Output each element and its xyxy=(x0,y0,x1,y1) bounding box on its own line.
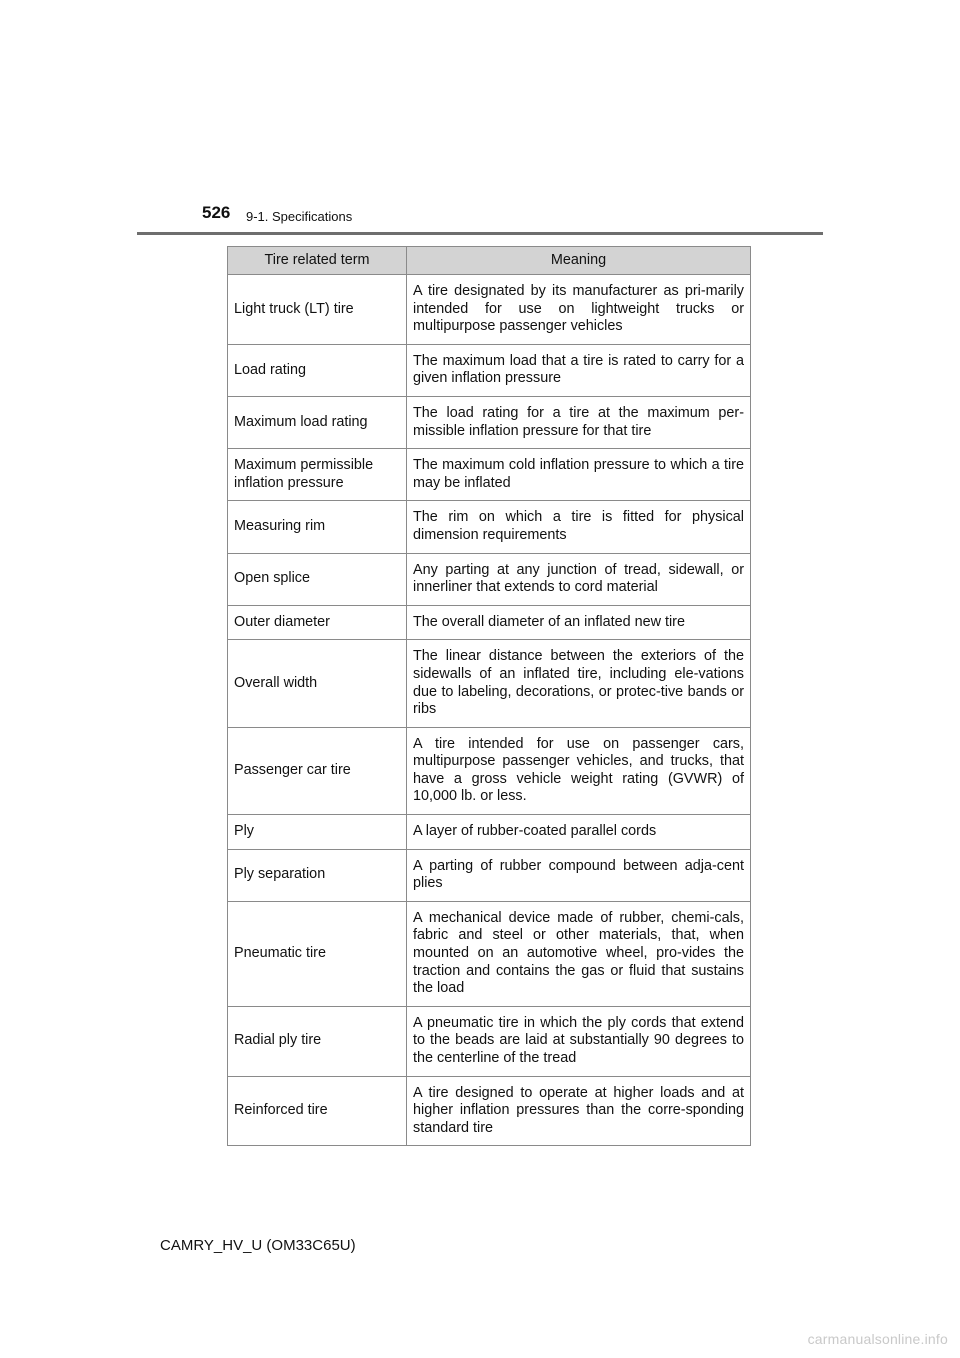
table-row xyxy=(228,396,751,448)
table-row xyxy=(228,449,751,501)
watermark: carmanualsonline.info xyxy=(807,1331,948,1347)
column-header-term: Tire related term xyxy=(228,247,407,275)
term-cell: Overall width xyxy=(228,640,407,727)
term-cell: Radial ply tire xyxy=(228,1006,407,1076)
meaning-cell: A tire intended for use on passenger cars, multipurpose passenger vehicles, and trucks, that have a gross vehicle weight rating (GVWR) of 10,000 lb. or less. xyxy=(407,727,751,814)
table-row xyxy=(228,901,751,1006)
meaning-cell: The rim on which a tire is fitted for physical dimension requirements xyxy=(407,501,751,553)
meaning-cell: A tire designated by its manufacturer as pri-marily intended for use on lightweight trucks or multipurpose passenger vehicles xyxy=(407,275,751,345)
term-cell: Passenger car tire xyxy=(228,727,407,814)
table-row xyxy=(228,501,751,553)
table-row xyxy=(228,640,751,727)
meaning-cell: Any parting at any junction of tread, sidewall, or innerliner that extends to cord material xyxy=(407,553,751,605)
term-cell: Reinforced tire xyxy=(228,1076,407,1146)
table-row xyxy=(228,275,751,345)
model-code-footer: CAMRY_HV_U (OM33C65U) xyxy=(160,1237,356,1254)
header-divider xyxy=(137,232,823,235)
table-row xyxy=(228,605,751,640)
term-cell: Load rating xyxy=(228,344,407,396)
table-header-row xyxy=(228,247,751,275)
table-row xyxy=(228,1006,751,1076)
page-number: 526 xyxy=(202,203,231,222)
meaning-cell: A tire designed to operate at higher loads and at higher inflation pressures than the corre-sponding standard tire xyxy=(407,1076,751,1146)
meaning-cell: A parting of rubber compound between adja-cent plies xyxy=(407,849,751,901)
meaning-cell: The linear distance between the exteriors of the sidewalls of an inflated tire, including ele-vations due to labeling, decorations, or protec-tive bands or ribs xyxy=(407,640,751,727)
table-row xyxy=(228,727,751,814)
term-cell: Pneumatic tire xyxy=(228,901,407,1006)
meaning-cell: The maximum cold inflation pressure to which a tire may be inflated xyxy=(407,449,751,501)
meaning-cell: A pneumatic tire in which the ply cords that extend to the beads are laid at substantially 90 degrees to the centerline of the tread xyxy=(407,1006,751,1076)
term-cell: Light truck (LT) tire xyxy=(228,275,407,345)
meaning-cell: A layer of rubber-coated parallel cords xyxy=(407,815,751,850)
table-row xyxy=(228,849,751,901)
term-cell: Ply separation xyxy=(228,849,407,901)
table-row xyxy=(228,344,751,396)
term-cell: Open splice xyxy=(228,553,407,605)
table-row xyxy=(228,1076,751,1146)
term-cell: Measuring rim xyxy=(228,501,407,553)
term-cell: Ply xyxy=(228,815,407,850)
meaning-cell: The maximum load that a tire is rated to carry for a given inflation pressure xyxy=(407,344,751,396)
section-title: 9-1. Specifications xyxy=(246,209,353,224)
table-row xyxy=(228,815,751,850)
term-cell: Outer diameter xyxy=(228,605,407,640)
tire-terms-table xyxy=(227,246,751,1146)
meaning-cell: A mechanical device made of rubber, chemi-cals, fabric and steel or other materials, that, when mounted on an automotive wheel, pro-vides the traction and contains the gas or fluid that sustains the load xyxy=(407,901,751,1006)
term-cell: Maximum permissible inflation pressure xyxy=(228,449,407,501)
term-cell: Maximum load rating xyxy=(228,396,407,448)
meaning-cell: The load rating for a tire at the maximum per-missible inflation pressure for that tire xyxy=(407,396,751,448)
table-row xyxy=(228,553,751,605)
meaning-cell: The overall diameter of an inflated new tire xyxy=(407,605,751,640)
column-header-meaning: Meaning xyxy=(407,247,751,275)
